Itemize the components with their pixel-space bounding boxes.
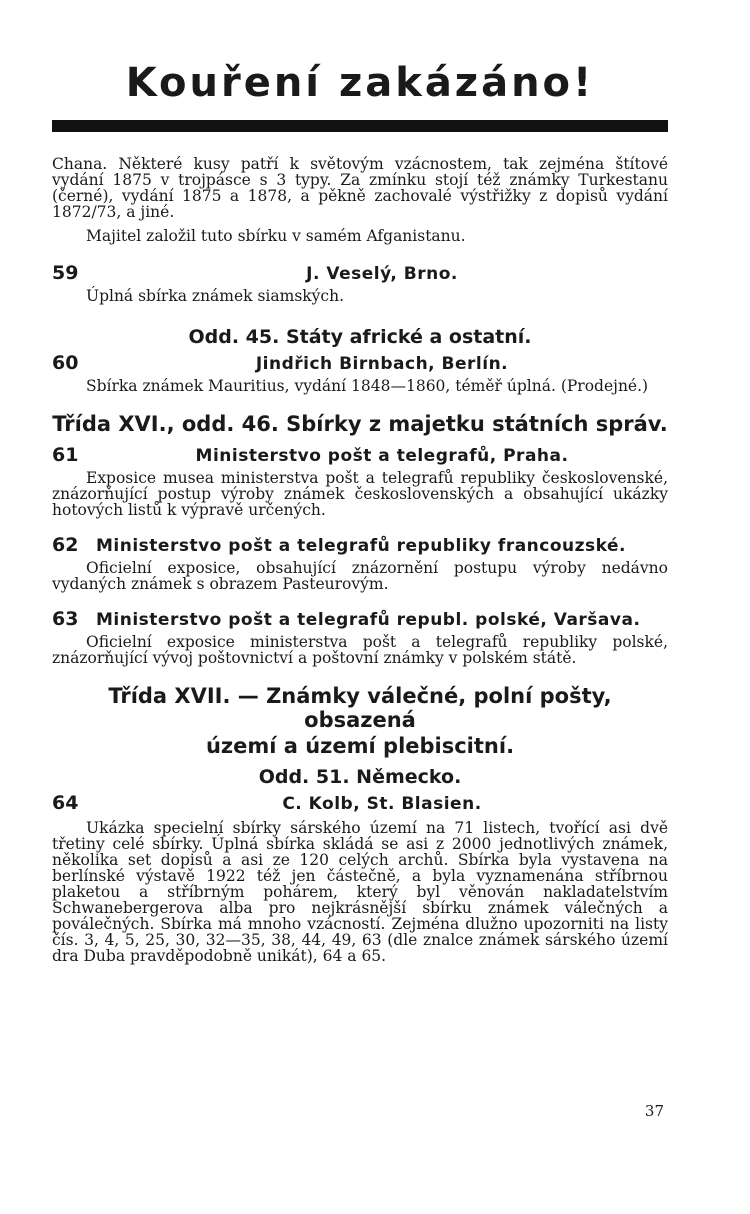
entry-text: Ukázka specielní sbírky sárského území na 71 listech, tvořící asi dvě třetiny celé sbírky. Úplná sbírka skládá se asi z 2000 jednotlivých známek, několika set dopisů a asi ze 120 celých archů. Sbírka byla vystavena na berlínské výstavě 1922 též jen částečně, a byla vyznamenána stříbrnou plaketou a stříbrným pohárem, který byl věnován nakladatelstvím Schwanebergerova alba pro nejkrásnější sbírku známek válečných a poválečných. Sbírka má mnoho vzácností. Zejména dlužno upozorniti na listy čís. 3, 4, 5, 25, 30, 32—35, 38, 44, 49, 63 (dle znalce známek sárského území dra Duba pravděpodobně unikát), 64 a 65. <box>52 819 668 965</box>
entry-number: 62 <box>52 534 79 556</box>
class-heading: Třída XVI., odd. 46. Sbírky z majetku státních správ. <box>52 412 668 436</box>
entry-number: 64 <box>52 792 79 814</box>
section-heading: Odd. 45. Státy africké a ostatní. <box>188 326 532 348</box>
exhibitor: Ministerstvo pošt a telegrafů republiky francouzské. <box>96 536 626 556</box>
entry-62 <box>52 534 668 556</box>
no-smoking-banner: Kouření zakázáno! <box>125 60 595 106</box>
paragraph: Chana. Některé kusy patří k světovým vzácnostem, tak zejména štítové vydání 1875 v trojpásce s 3 typy. Za zmínku stojí též známky Turkestanu (černé), vydání 1875 a 1878, a pěkně zachovalé výstřižky z dopisů vydání 1872/73, a jiné. <box>52 155 668 221</box>
entry-63 <box>52 608 668 630</box>
banner-rule <box>52 120 668 132</box>
class-heading: Třída XVII. — Známky válečné, polní pošty, obsazená <box>108 684 612 732</box>
entry-64 <box>52 792 668 814</box>
exhibitor: Jindřich Birnbach, Berlín. <box>255 354 509 374</box>
page <box>52 60 668 964</box>
exhibitor: Ministerstvo pošt a telegrafů, Praha. <box>195 446 569 466</box>
entry-number: 61 <box>52 444 79 466</box>
entry-59 <box>52 262 668 284</box>
exhibitor: C. Kolb, St. Blasien. <box>282 794 482 814</box>
entry-number: 60 <box>52 352 79 374</box>
class-heading-continued: území a území plebiscitní. <box>205 734 515 758</box>
exhibitor: J. Veselý, Brno. <box>306 264 458 284</box>
entry-text: Oficielní exposice, obsahující znázornění postupu výroby nedávno vydaných známek s obrazem Pasteurovým. <box>52 559 668 593</box>
entry-text: Úplná sbírka známek siamských. <box>86 287 345 305</box>
entry-text: Oficielní exposice ministerstva pošt a telegrafů republiky polské, znázorňující vývoj poštovnictví a poštovní známky v polském státě. <box>52 633 668 667</box>
entry-number: 63 <box>52 608 79 630</box>
entry-61 <box>52 444 668 466</box>
entry-text: Sbírka známek Mauritius, vydání 1848—1860, téměř úplná. (Prodejné.) <box>86 377 649 395</box>
paragraph: Majitel založil tuto sbírku v samém Afganistanu. <box>86 227 466 245</box>
entry-text: Exposice musea ministerstva pošt a telegrafů republiky československé, znázorňující postup výroby známek československých a obsahující ukázky hotových listů k výpravě určených. <box>52 469 668 519</box>
entry-60 <box>52 352 668 374</box>
page-number: 37 <box>644 1102 664 1120</box>
entry-number: 59 <box>52 262 79 284</box>
exhibitor: Ministerstvo pošt a telegrafů republ. polské, Varšava. <box>96 610 641 630</box>
section-heading: Odd. 51. Německo. <box>258 766 462 788</box>
